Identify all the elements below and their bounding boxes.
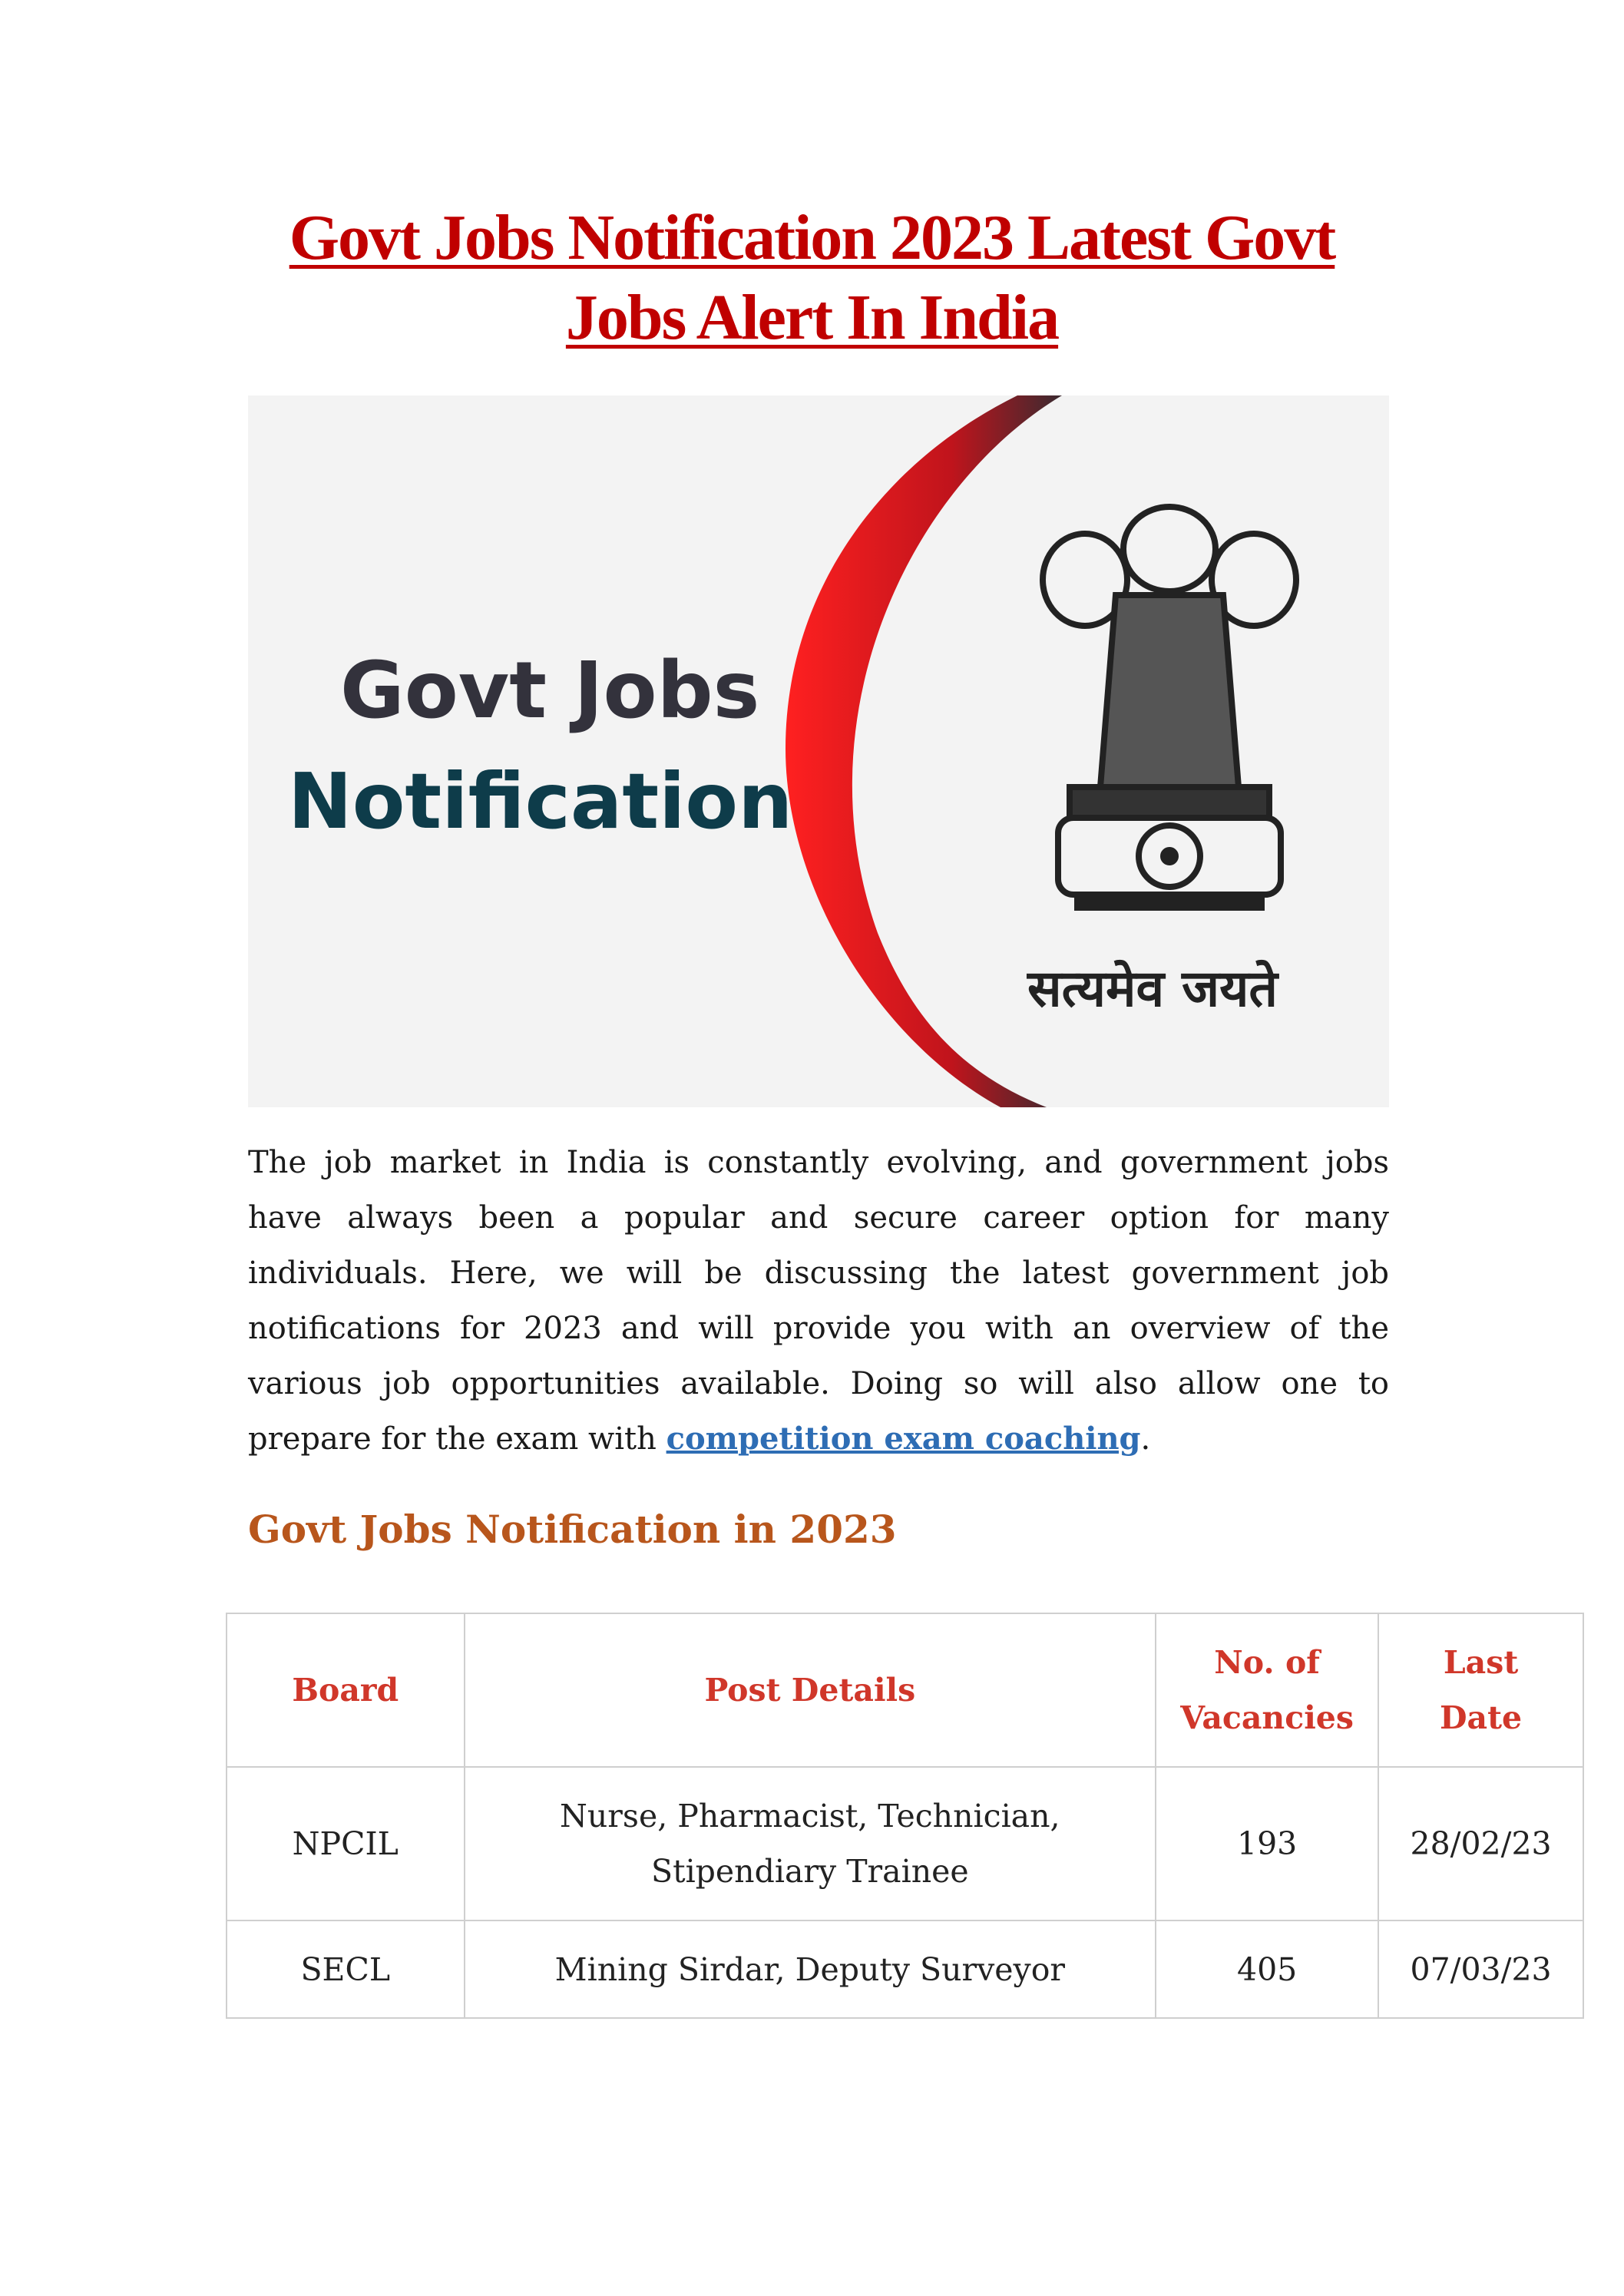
header-vacancies: No. of Vacancies — [1156, 1613, 1378, 1767]
hero-title-line2: Notification — [288, 756, 793, 846]
page-title: Govt Jobs Notification 2023 Latest Govt Jobs Alert In India — [289, 202, 1335, 353]
cell-post-details: Nurse, Pharmacist, Technician, Stipendiary Trainee — [465, 1767, 1156, 1921]
table-row — [227, 1767, 1583, 1921]
table-header-row — [227, 1613, 1583, 1767]
cell-vacancies: 193 — [1156, 1767, 1378, 1921]
header-post-details: Post Details — [465, 1613, 1156, 1767]
section-heading: Govt Jobs Notification in 2023 — [248, 1507, 897, 1552]
cell-last-date: 28/02/23 — [1378, 1767, 1583, 1921]
hero-title-line1: Govt Jobs — [340, 645, 760, 736]
header-board: Board — [227, 1613, 465, 1767]
cell-vacancies: 405 — [1156, 1921, 1378, 2018]
header-last-date: Last Date — [1378, 1613, 1583, 1767]
hero-banner-image — [248, 395, 1389, 1107]
intro-text: The job market in India is constantly evolving, and government jobs have always been a popular and secure career option for many individuals. Here, we will be discussing the latest government job notifications for 2023 and will provide you with an overview of the various job opportunities available. Doing so will also allow one to prepare for the exam with — [248, 1145, 1389, 1457]
national-emblem-icon — [1043, 507, 1296, 908]
cell-board: NPCIL — [227, 1767, 465, 1921]
emblem-motto: सत्यमेव जयते — [1027, 959, 1278, 1018]
cell-post-details: Mining Sirdar, Deputy Surveyor — [465, 1921, 1156, 2018]
cell-board: SECL — [227, 1921, 465, 2018]
cell-last-date: 07/03/23 — [1378, 1921, 1583, 2018]
intro-paragraph — [248, 1135, 1389, 1467]
table-row — [227, 1921, 1583, 2018]
competition-exam-coaching-link[interactable]: competition exam coaching — [666, 1421, 1141, 1457]
intro-end: . — [1140, 1421, 1151, 1457]
jobs-table — [226, 1613, 1584, 2019]
